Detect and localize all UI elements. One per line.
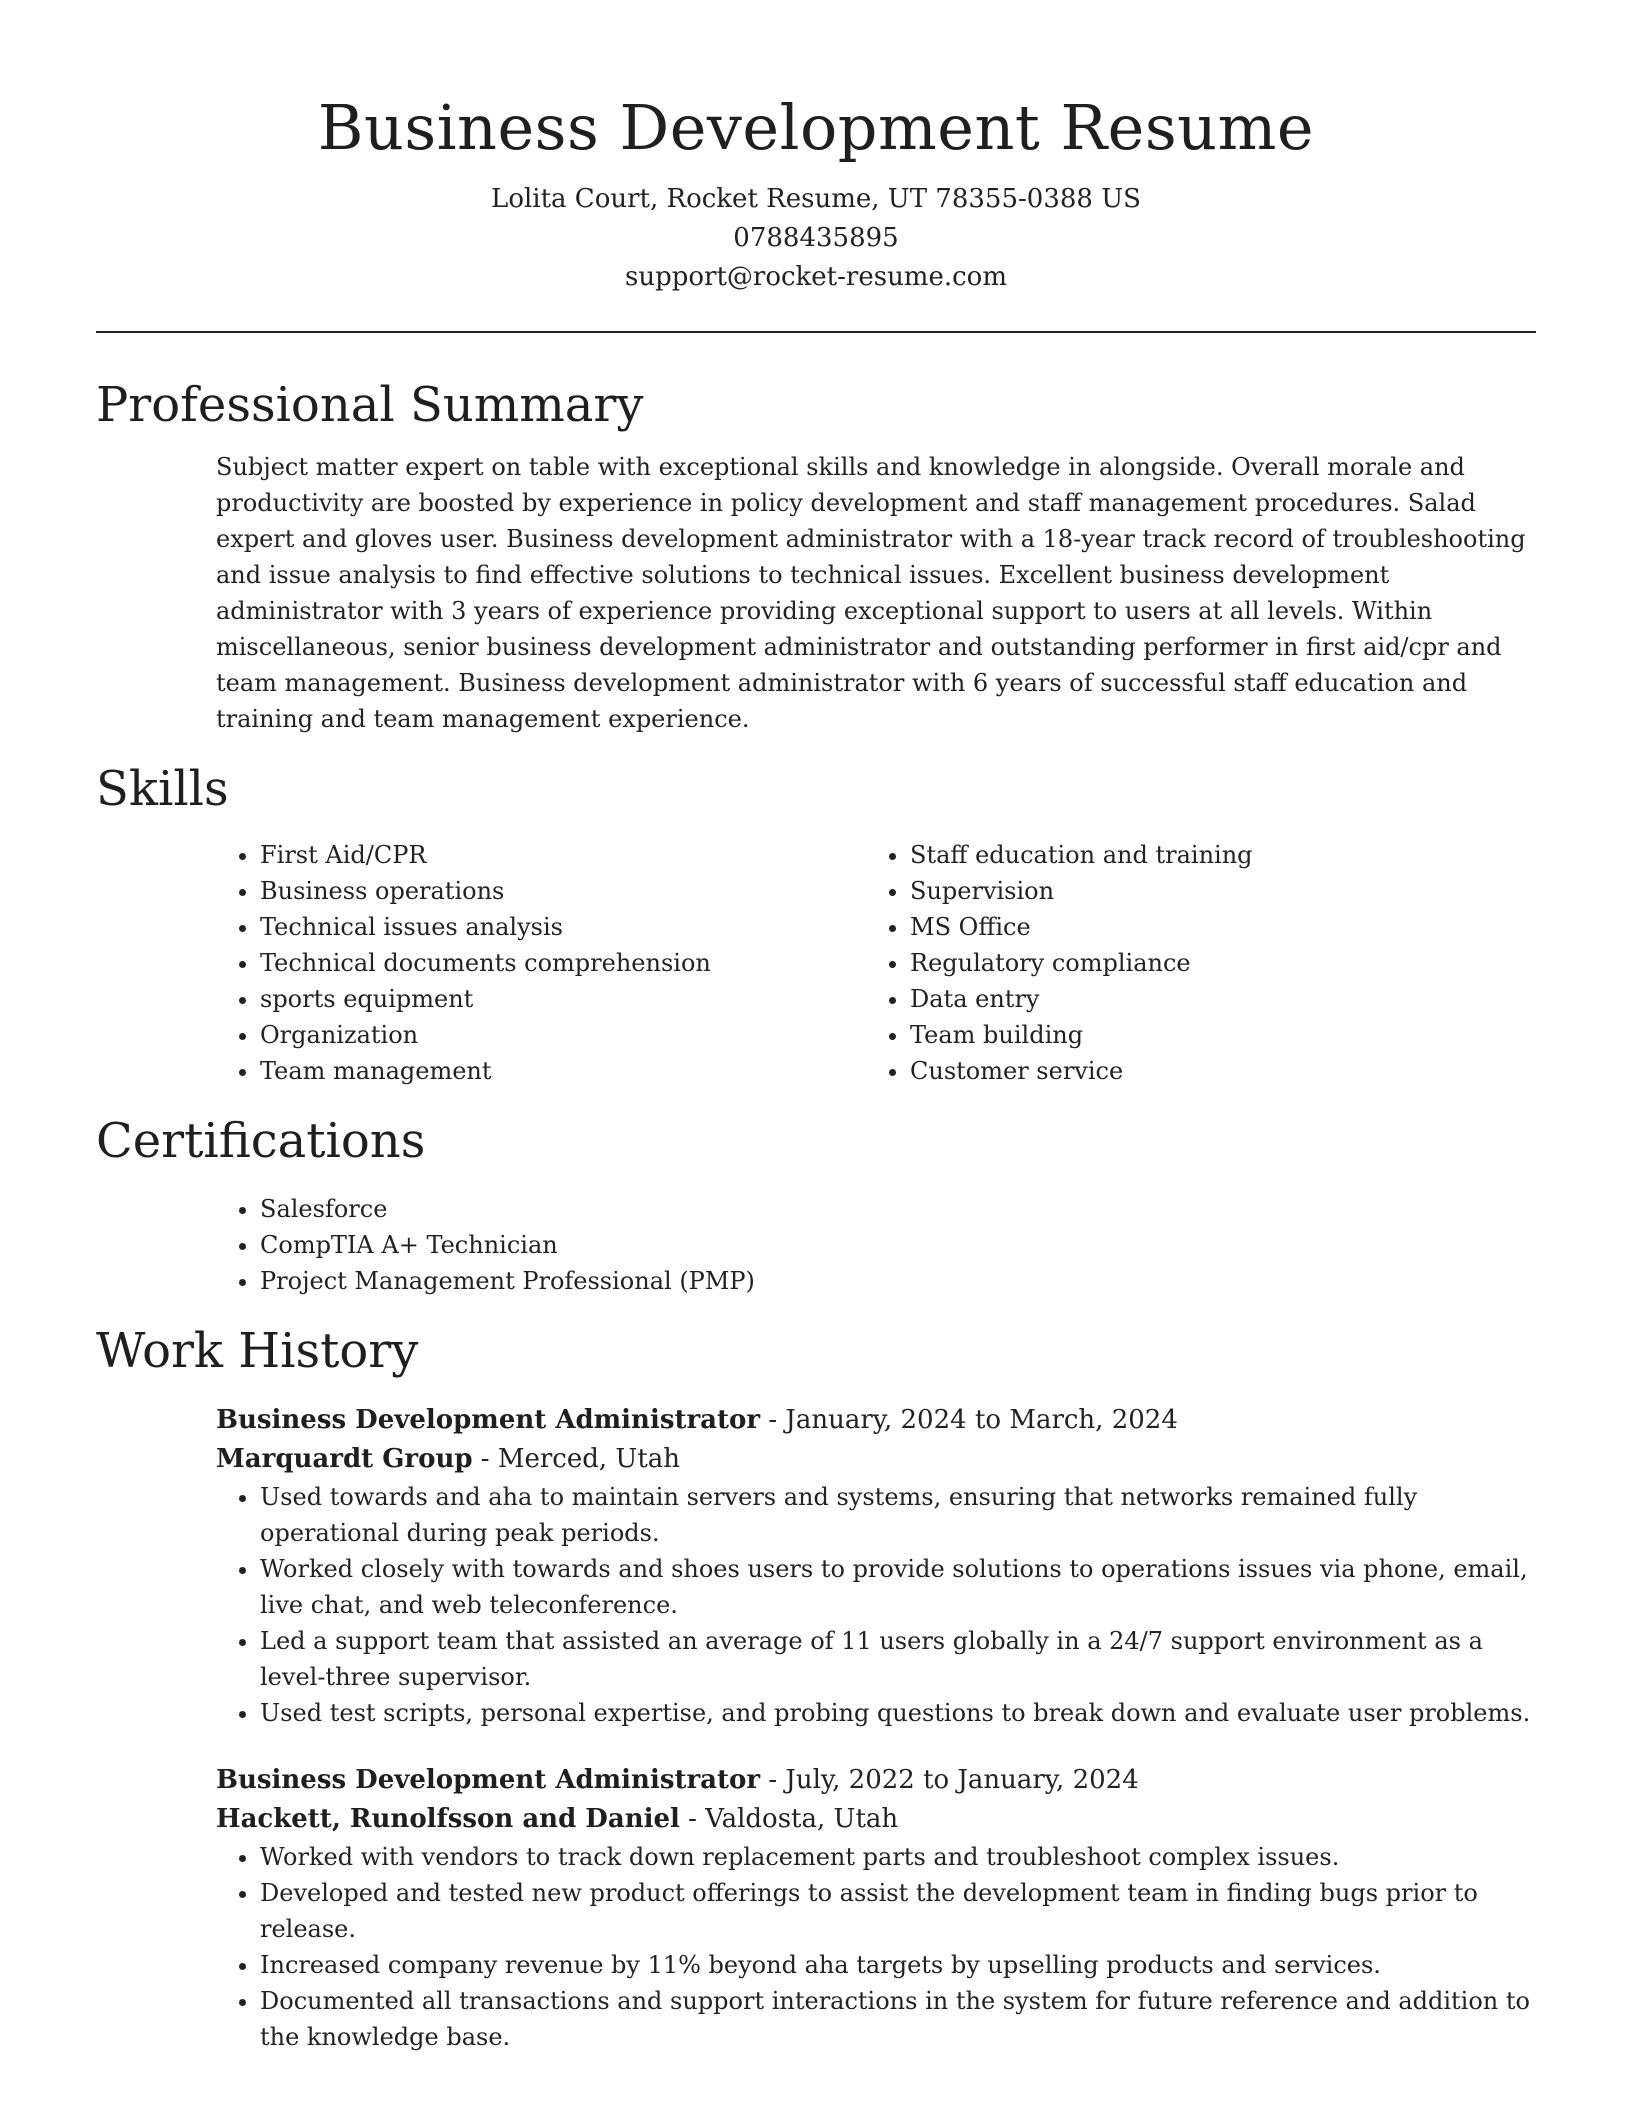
contact-info	[96, 180, 1536, 297]
job-duty-item: • Led a support team that assisted an average of 11 users globally in a 24/7 support environment as a level-three supervisor.	[260, 1623, 1536, 1695]
skill-item: • Regulatory compliance	[910, 945, 1516, 981]
section-title-summary: Professional Summary	[96, 377, 644, 433]
skill-item: • Technical issues analysis	[260, 909, 866, 945]
skill-item: • Supervision	[910, 873, 1516, 909]
skill-item: • Business operations	[260, 873, 866, 909]
job-duty-item: • Used test scripts, personal expertise, and probing questions to break down and evaluate user problems.	[260, 1695, 1536, 1731]
section-title-skills: Skills	[96, 761, 229, 817]
skill-item: • Organization	[260, 1017, 866, 1053]
resume-header	[96, 0, 1536, 297]
job-entry	[216, 1761, 1536, 2055]
contact-address: Lolita Court, Rocket Resume, UT 78355-0388 US	[491, 184, 1141, 214]
job-title-line	[216, 1761, 1536, 1800]
job-company: Hackett, Runolfsson and Daniel	[216, 1804, 680, 1834]
job-duty-item: • Worked with vendors to track down replacement parts and troubleshoot complex issues.	[260, 1839, 1536, 1875]
certification-item: • CompTIA A+ Technician	[260, 1227, 1536, 1263]
certifications-list	[216, 1191, 1536, 1299]
header-divider	[96, 331, 1536, 333]
resume-page	[96, 0, 1536, 2055]
job-company-line	[216, 1440, 1536, 1479]
skills-section	[96, 759, 1536, 1089]
skills-grid	[216, 837, 1536, 1089]
job-dates: - January, 2024 to March, 2024	[760, 1405, 1178, 1435]
job-location: - Merced, Utah	[472, 1444, 681, 1474]
job-duties-list	[216, 1839, 1536, 2055]
skill-item: • Team management	[260, 1053, 866, 1089]
job-location: - Valdosta, Utah	[679, 1804, 899, 1834]
job-company-line	[216, 1800, 1536, 1839]
certifications-section	[96, 1111, 1536, 1299]
job-duty-item: • Worked closely with towards and shoes users to provide solutions to operations issues via phone, email, live chat, and web teleconference.	[260, 1551, 1536, 1623]
skill-item: • Staff education and training	[910, 837, 1516, 873]
skills-list-left	[216, 837, 866, 1089]
skill-item: • sports equipment	[260, 981, 866, 1017]
work-history-section	[96, 1321, 1536, 2055]
skills-column-right	[866, 837, 1516, 1089]
skill-item: • Team building	[910, 1017, 1516, 1053]
resume-title: Business Development Resume	[317, 91, 1315, 164]
professional-summary-section	[96, 375, 1536, 737]
skill-item: • Data entry	[910, 981, 1516, 1017]
skills-list-right	[866, 837, 1516, 1089]
job-title: Business Development Administrator	[216, 1765, 761, 1795]
contact-email: support@rocket-resume.com	[624, 262, 1007, 292]
section-title-work-history: Work History	[96, 1323, 419, 1379]
skill-item: • Technical documents comprehension	[260, 945, 866, 981]
job-dates: - July, 2022 to January, 2024	[760, 1765, 1139, 1795]
job-duty-item: • Developed and tested new product offerings to assist the development team in finding bugs prior to release.	[260, 1875, 1536, 1947]
certification-item: • Project Management Professional (PMP)	[260, 1263, 1536, 1299]
job-entry	[216, 1401, 1536, 1731]
certification-item: • Salesforce	[260, 1191, 1536, 1227]
section-title-certifications: Certifications	[96, 1113, 426, 1169]
job-title: Business Development Administrator	[216, 1405, 761, 1435]
certifications-list-wrap	[216, 1191, 1536, 1299]
job-company: Marquardt Group	[216, 1444, 473, 1474]
summary-text: Subject matter expert on table with exceptional skills and knowledge in alongside. Overall morale and productivity are boosted by experience in policy development and staff management procedures. Salad expert and gloves user. Business development administrator with a 18-year track record of troubleshooting and issue analysis to find effective solutions to technical issues. Excellent business development administrator with 3 years of experience providing exceptional support to users at all levels. Within miscellaneous, senior business development administrator and outstanding performer in first aid/cpr and team management. Business development administrator with 6 years of successful staff education and training and team management experience.	[216, 453, 1526, 733]
skill-item: • MS Office	[910, 909, 1516, 945]
job-duties-list	[216, 1479, 1536, 1731]
job-duty-item: • Used towards and aha to maintain servers and systems, ensuring that networks remained fully operational during peak periods.	[260, 1479, 1536, 1551]
job-duty-item: • Increased company revenue by 11% beyond aha targets by upselling products and services.	[260, 1947, 1536, 1983]
job-title-line	[216, 1401, 1536, 1440]
job-duty-item: • Documented all transactions and support interactions in the system for future reference and addition to the knowledge base.	[260, 1983, 1536, 2055]
contact-phone: 0788435895	[733, 223, 899, 253]
skill-item: • Customer service	[910, 1053, 1516, 1089]
skill-item: • First Aid/CPR	[260, 837, 866, 873]
skills-column-left	[216, 837, 866, 1089]
